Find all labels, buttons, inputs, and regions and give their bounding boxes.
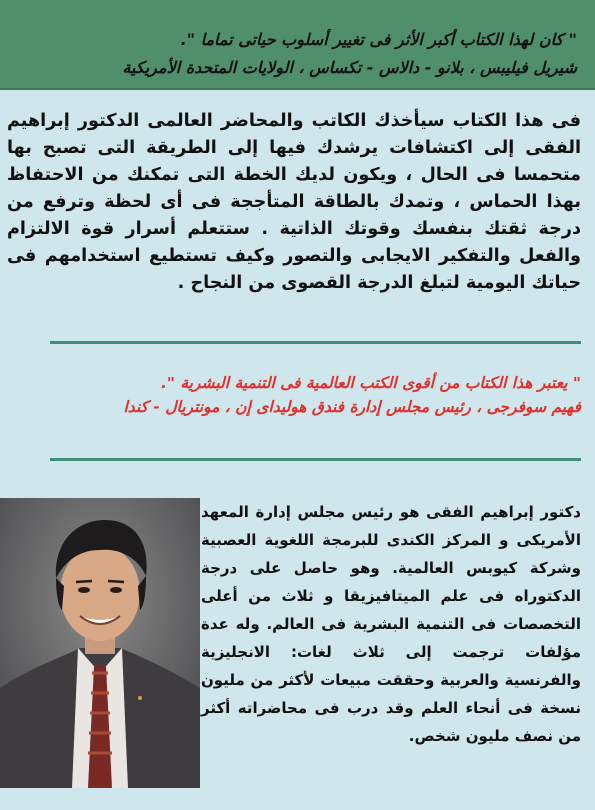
author-biography: دكتور إبراهيم الفقى هو رئيس مجلس إدارة المعهد الأمريكى و المركز الكندى للبرمجة اللغوية العصبية وشركة كيوبس العالمية. وهو حاصل على درجة الدكتوراه فى علم الميتافيزيقا و ثلاث من أعلى التخصصات فى التنمية البشرية فى العالم. وله عدة مؤلفات ترجمت إلى ثلاث لغات: الانجليزية والفرنسية والعربية وحققت مبيعات لأكثر من مليون نسخة فى أنحاء العلم وقد درب فى محاضراته أكثر من نصف مليون شخص.	[201, 503, 581, 745]
divider-line-top	[50, 341, 581, 344]
testimonial-band	[0, 0, 595, 90]
author-portrait-illustration	[0, 498, 200, 788]
endorsement-quote-text: " يعتبر هذا الكتاب من أقوى الكتب العالمية فى التنمية البشرية ".	[160, 374, 581, 392]
testimonial-quote-text: " كان لهذا الكتاب أكبر الأثر فى تغيير أسلوب حياتى تماما ".	[180, 30, 577, 49]
testimonial-attribution: شيريل فيليبس ، بلانو - دالاس - تكساس ، الولايات المتحدة الأمريكية	[122, 58, 577, 77]
endorsement-attribution: فهيم سوفرجى ، رئيس مجلس إدارة فندق هوليداى إن ، مونتريال - كندا	[123, 398, 581, 416]
author-photo	[0, 498, 200, 788]
divider-line-bottom	[50, 458, 581, 461]
book-description: فى هذا الكتاب سيأخذك الكاتب والمحاضر العالمى الدكتور إبراهيم الفقى إلى اكتشافات يرشدك فيها إلى الطريقة التى تصبح بها متحمسا فى الحال ، ويكون لديك الخطة التى تمكنك من الاحتفاظ بهذا الحماس ، وتمدك بالطاقة المتأججة فى أى لحظة وترفع من درجة ثقتك بنفسك وقوتك الذاتية . ستتعلم أسرار قوة الالتزام والفعل والتفكير الايجابى والتصور وكيف تستطيع استخدامهم فى حياتك اليومية لتبلغ الدرجة القصوى من النجاح .	[7, 111, 581, 293]
